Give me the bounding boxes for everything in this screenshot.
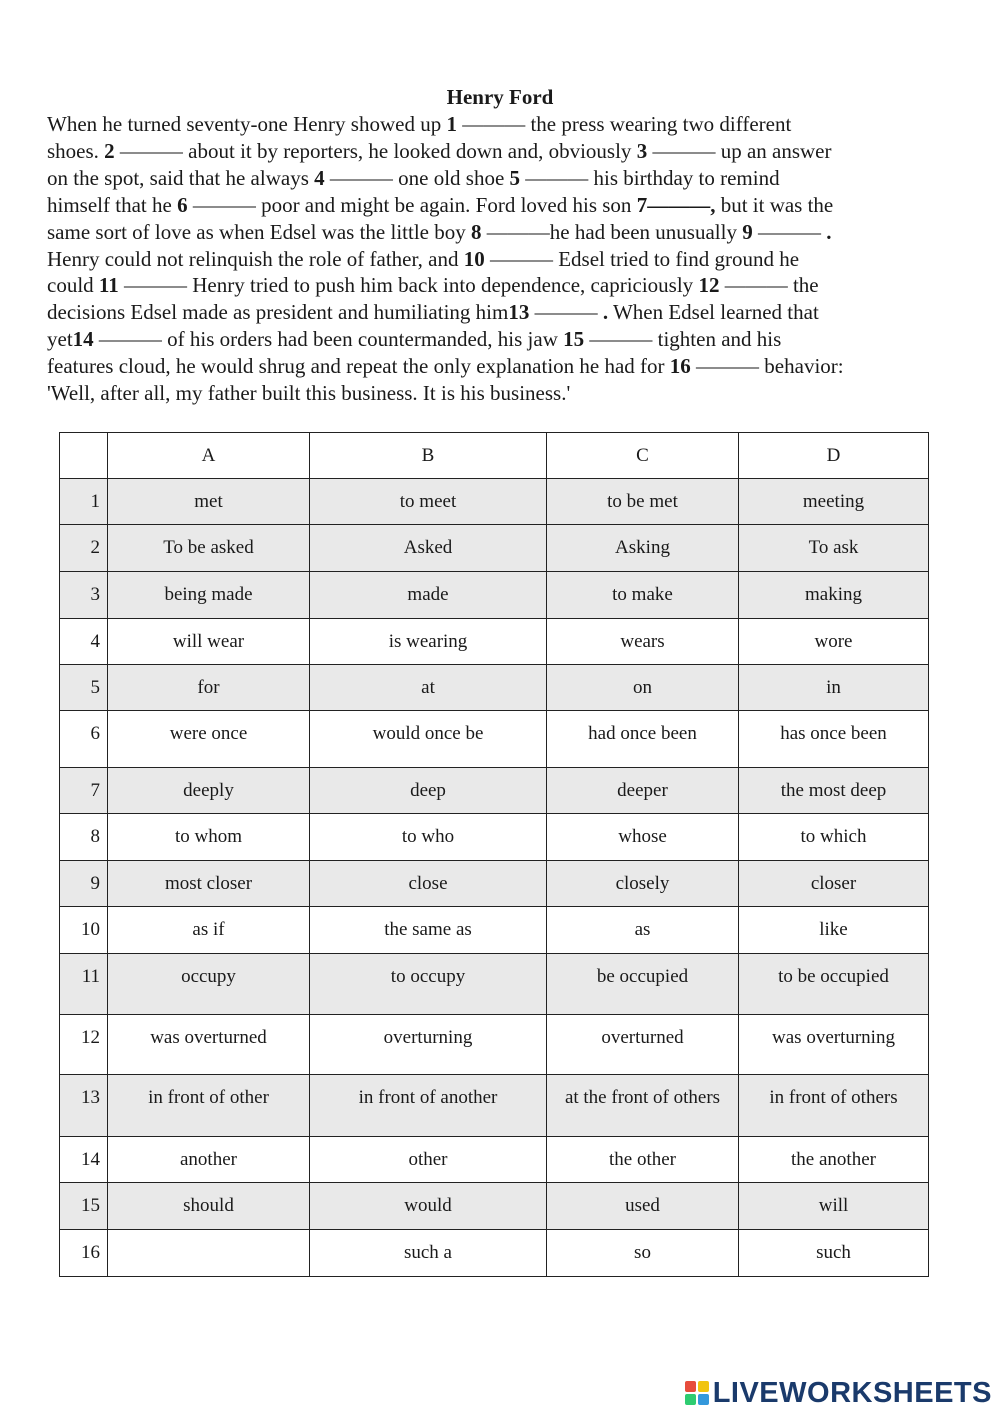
blank-number: 8 [471,219,482,244]
passage-text: ——— of his orders had been countermanded, his jaw [93,327,564,352]
blank-number: 5 [509,165,521,190]
table-row [60,768,929,814]
option-cell: To ask [739,525,929,572]
table-row [60,572,929,619]
table-row [60,1137,929,1183]
option-cell [108,1230,310,1277]
option-cell: will wear [108,619,310,665]
logo-text: LIVEWORKSHEETS [712,1376,992,1409]
option-cell: wears [547,619,739,665]
passage-text: ——— the [719,273,819,298]
option-cell: meeting [739,479,929,525]
passage-text: Henry could not relinquish the role of father, and [47,246,464,271]
option-cell: as [547,907,739,954]
option-cell: so [547,1230,739,1277]
passage-text: decisions Edsel made as president and humiliating him [47,300,509,325]
option-cell: in front of other [108,1075,310,1137]
option-cell: overturning [310,1015,547,1075]
option-cell: to make [547,572,739,619]
passage-text: ——— his birthday to remind [520,165,780,190]
blank-number: 7———, [636,192,716,217]
passage-line [47,138,957,165]
option-cell: in [739,665,929,711]
answer-table [59,432,929,1277]
table-row [60,861,929,907]
passage-text: ——— [752,219,827,244]
blank-number: 15 [563,327,585,352]
option-cell: the most deep [739,768,929,814]
option-cell: met [108,479,310,525]
option-cell: was overturning [739,1015,929,1075]
option-cell: the another [739,1137,929,1183]
option-cell: should [108,1183,310,1230]
passage-text: ———he had been unusually [481,219,743,244]
passage-text: could [47,273,99,298]
blank-number: . [602,300,609,325]
question-number: 7 [60,768,108,814]
passage-line [47,165,957,192]
passage-text: ——— one old shoe [324,165,510,190]
option-cell: for [108,665,310,711]
table-row [60,814,929,861]
question-number: 16 [60,1230,108,1277]
option-cell: such a [310,1230,547,1277]
passage-text: When he turned seventy-one Henry showed up [47,112,447,136]
question-number: 10 [60,907,108,954]
option-cell: deeply [108,768,310,814]
passage-line [47,272,957,299]
option-cell: the same as [310,907,547,954]
option-cell: at [310,665,547,711]
passage-text: yet [47,327,73,352]
blank-number: 3 [636,138,648,163]
option-cell: to meet [310,479,547,525]
option-cell: like [739,907,929,954]
passage-text: but it was the [715,192,834,217]
passage-text: features cloud, he would shrug and repeat the only explanation he had for [47,354,670,379]
passage [47,111,957,407]
option-cell: in front of another [310,1075,547,1137]
column-header: D [739,433,929,479]
blank-number: 12 [698,273,720,298]
question-number: 8 [60,814,108,861]
page-title: Henry Ford [446,85,554,109]
blank-number: 14 [72,327,94,352]
option-cell: Asked [310,525,547,572]
option-cell: wore [739,619,929,665]
option-cell: occupy [108,954,310,1015]
option-cell: used [547,1183,739,1230]
passage-text: 'Well, after all, my father built this business. It is his business.' [47,381,571,406]
passage-line [47,380,957,407]
option-cell: as if [108,907,310,954]
option-cell: to be met [547,479,739,525]
passage-line [47,192,957,219]
question-number: 9 [60,861,108,907]
table-row [60,479,929,525]
blank-number: 6 [177,192,188,217]
option-cell: in front of others [739,1075,929,1137]
blank-number: 9 [742,219,753,244]
passage-text: shoes. [47,138,105,163]
blank-number: 13 [508,300,530,325]
question-number: 1 [60,479,108,525]
option-cell: overturned [547,1015,739,1075]
passage-line [47,326,957,353]
table-row [60,1230,929,1277]
passage-line [47,219,957,246]
option-cell: will [739,1183,929,1230]
table-row [60,525,929,572]
blank-number: 10 [463,246,485,271]
question-number: 5 [60,665,108,711]
question-number: 15 [60,1183,108,1230]
logo-mark-icon [685,1381,709,1405]
passage-text: same sort of love as when Edsel was the little boy [47,219,471,244]
passage-line [47,299,957,326]
passage-text: ——— tighten and his [584,327,782,352]
table-row [60,1075,929,1137]
question-number: 11 [60,954,108,1015]
passage-text: When Edsel learned that [608,300,819,325]
question-number: 13 [60,1075,108,1137]
table-row [60,665,929,711]
table-row [60,619,929,665]
question-number: 4 [60,619,108,665]
option-cell: close [310,861,547,907]
column-header: C [547,433,739,479]
option-cell: made [310,572,547,619]
option-cell: being made [108,572,310,619]
option-cell: to occupy [310,954,547,1015]
passage-text: ——— Henry tried to push him back into dependence, capriciously [118,273,699,298]
blank-number: 2 [104,138,115,163]
question-number: 6 [60,711,108,768]
option-cell: to be occupied [739,954,929,1015]
passage-text: on the spot, said that he always [47,165,315,190]
passage-line [47,111,957,138]
option-cell: to whom [108,814,310,861]
option-cell: another [108,1137,310,1183]
passage-text: himself that he [47,192,178,217]
option-cell: has once been [739,711,929,768]
option-cell: had once been [547,711,739,768]
passage-text: ——— up an answer [647,138,832,163]
table-row [60,1015,929,1075]
passage-line [47,353,957,380]
option-cell: the other [547,1137,739,1183]
question-number: 2 [60,525,108,572]
column-header [60,433,108,479]
option-cell: to which [739,814,929,861]
option-cell: whose [547,814,739,861]
blank-number: . [826,219,832,244]
option-cell: such [739,1230,929,1277]
option-cell: be occupied [547,954,739,1015]
option-cell: To be asked [108,525,310,572]
passage-text: ——— [529,300,603,325]
option-cell: deeper [547,768,739,814]
option-cell: is wearing [310,619,547,665]
blank-number: 1 [446,112,457,136]
option-cell: closely [547,861,739,907]
passage-text: ——— about it by reporters, he looked down and, obviously [114,138,637,163]
table-row [60,711,929,768]
option-cell: most closer [108,861,310,907]
option-cell: closer [739,861,929,907]
logo-mark-square [698,1394,709,1405]
question-number: 14 [60,1137,108,1183]
question-number: 12 [60,1015,108,1075]
table-row [60,907,929,954]
blank-number: 16 [669,354,691,379]
option-cell: to who [310,814,547,861]
passage-line [47,246,957,273]
logo-mark-square [685,1394,696,1405]
passage-text: ——— Edsel tried to find ground he [484,246,800,271]
option-cell: would [310,1183,547,1230]
option-cell: would once be [310,711,547,768]
option-cell: Asking [547,525,739,572]
option-cell: deep [310,768,547,814]
question-number: 3 [60,572,108,619]
table-row [60,1183,929,1230]
passage-text: ——— behavior: [690,354,844,379]
column-header: B [310,433,547,479]
option-cell: making [739,572,929,619]
passage-text: ——— the press wearing two different [456,112,792,136]
option-cell: other [310,1137,547,1183]
option-cell: on [547,665,739,711]
blank-number: 11 [98,273,119,298]
option-cell: at the front of others [547,1075,739,1137]
table-row [60,954,929,1015]
logo-mark-square [685,1381,696,1392]
column-header: A [108,433,310,479]
logo-mark-square [698,1381,709,1392]
passage-text: ——— poor and might be again. Ford loved his son [187,192,637,217]
blank-number: 4 [314,165,325,190]
option-cell: was overturned [108,1015,310,1075]
liveworksheets-logo [685,1377,992,1409]
table-header-row [60,433,929,479]
option-cell: were once [108,711,310,768]
